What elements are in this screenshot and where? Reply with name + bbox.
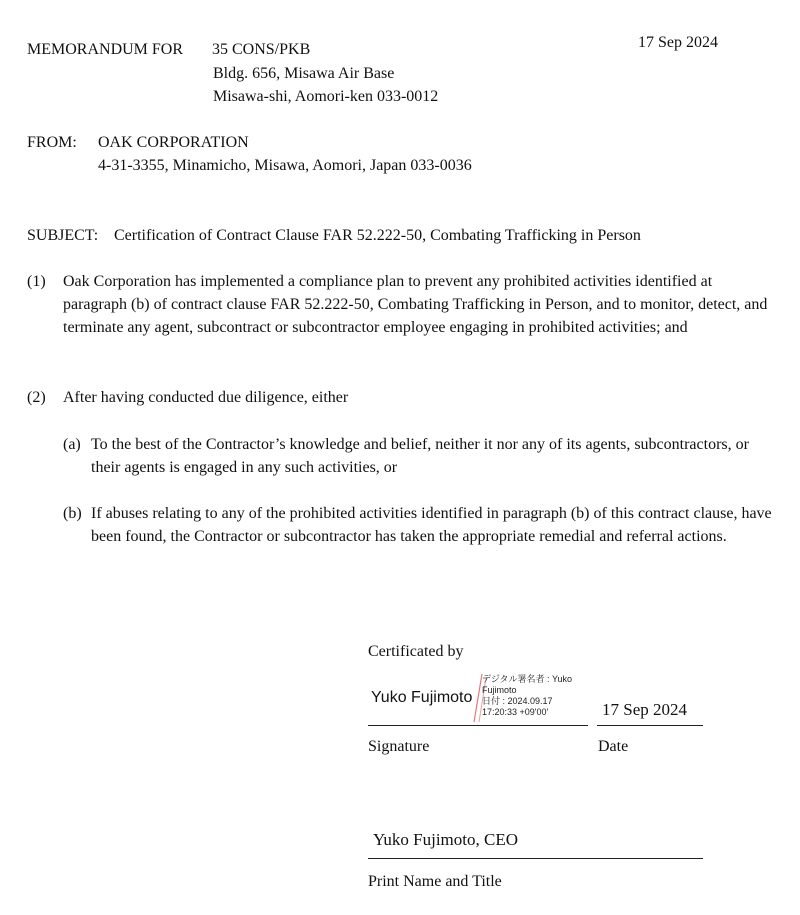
subject-text: Certification of Contract Clause FAR 52.222-50, Combating Trafficking in Person xyxy=(114,227,641,244)
digital-signature-line-3: 日付 : 2024.09.17 xyxy=(482,696,553,706)
memo-date: 17 Sep 2024 xyxy=(638,34,718,51)
subparagraph-b-text: If abuses relating to any of the prohibited activities identified in paragraph (b) of this contract clause, have been found, the Contractor or subcontractor has taken the appropriate remedial and referral actions. xyxy=(91,505,772,545)
paragraph-2-text: After having conducted due diligence, either xyxy=(63,389,349,406)
digital-signature-line-2: Fujimoto xyxy=(482,685,517,695)
signature-name: Yuko Fujimoto xyxy=(371,689,473,706)
digital-signature-line-4: 17:20:33 +09'00' xyxy=(482,707,549,717)
from-label: FROM: xyxy=(27,134,77,151)
subparagraph-a-letter: (a) xyxy=(63,436,81,453)
print-name-value: Yuko Fujimoto, CEO xyxy=(373,830,518,849)
subparagraph-b-letter: (b) xyxy=(63,505,82,522)
signature-line xyxy=(368,725,588,726)
subject-label: SUBJECT: xyxy=(27,227,99,244)
paragraph-2-number: (2) xyxy=(27,389,46,406)
certification-date-value: 17 Sep 2024 xyxy=(602,700,687,719)
paragraph-1-number: (1) xyxy=(27,273,46,290)
memo-for-line-2: Bldg. 656, Misawa Air Base xyxy=(213,65,395,82)
memo-for-line-3: Misawa-shi, Aomori-ken 033-0012 xyxy=(213,88,439,105)
memo-for-line-1: 35 CONS/PKB xyxy=(212,41,311,58)
memo-for-label: MEMORANDUM FOR xyxy=(27,41,184,58)
print-name-label: Print Name and Title xyxy=(368,873,502,890)
digital-signature-details xyxy=(482,674,572,718)
subparagraph-a-text: To the best of the Contractor’s knowledge and belief, neither it nor any of its agents, subcontractors, or their agents is engaged in any such activities, or xyxy=(91,436,749,476)
from-line-2: 4-31-3355, Minamicho, Misawa, Aomori, Japan 033-0036 xyxy=(98,157,472,174)
date-line xyxy=(597,725,703,726)
signature-label: Signature xyxy=(368,738,430,755)
from-line-1: OAK CORPORATION xyxy=(98,134,249,151)
paragraph-1-text: Oak Corporation has implemented a compliance plan to prevent any prohibited activities identified at paragraph (b) of contract clause FAR 52.222-50, Combating Trafficking in Person, and to monitor, detect, and terminate any agent, subcontract or subcontractor employee engaging in prohibited activities; and xyxy=(63,273,768,336)
digital-signature-line-1: デジタル署名者 : Yuko xyxy=(482,674,572,684)
certificated-by-heading: Certificated by xyxy=(368,643,464,660)
print-name-line xyxy=(368,858,703,859)
date-label: Date xyxy=(598,738,629,755)
